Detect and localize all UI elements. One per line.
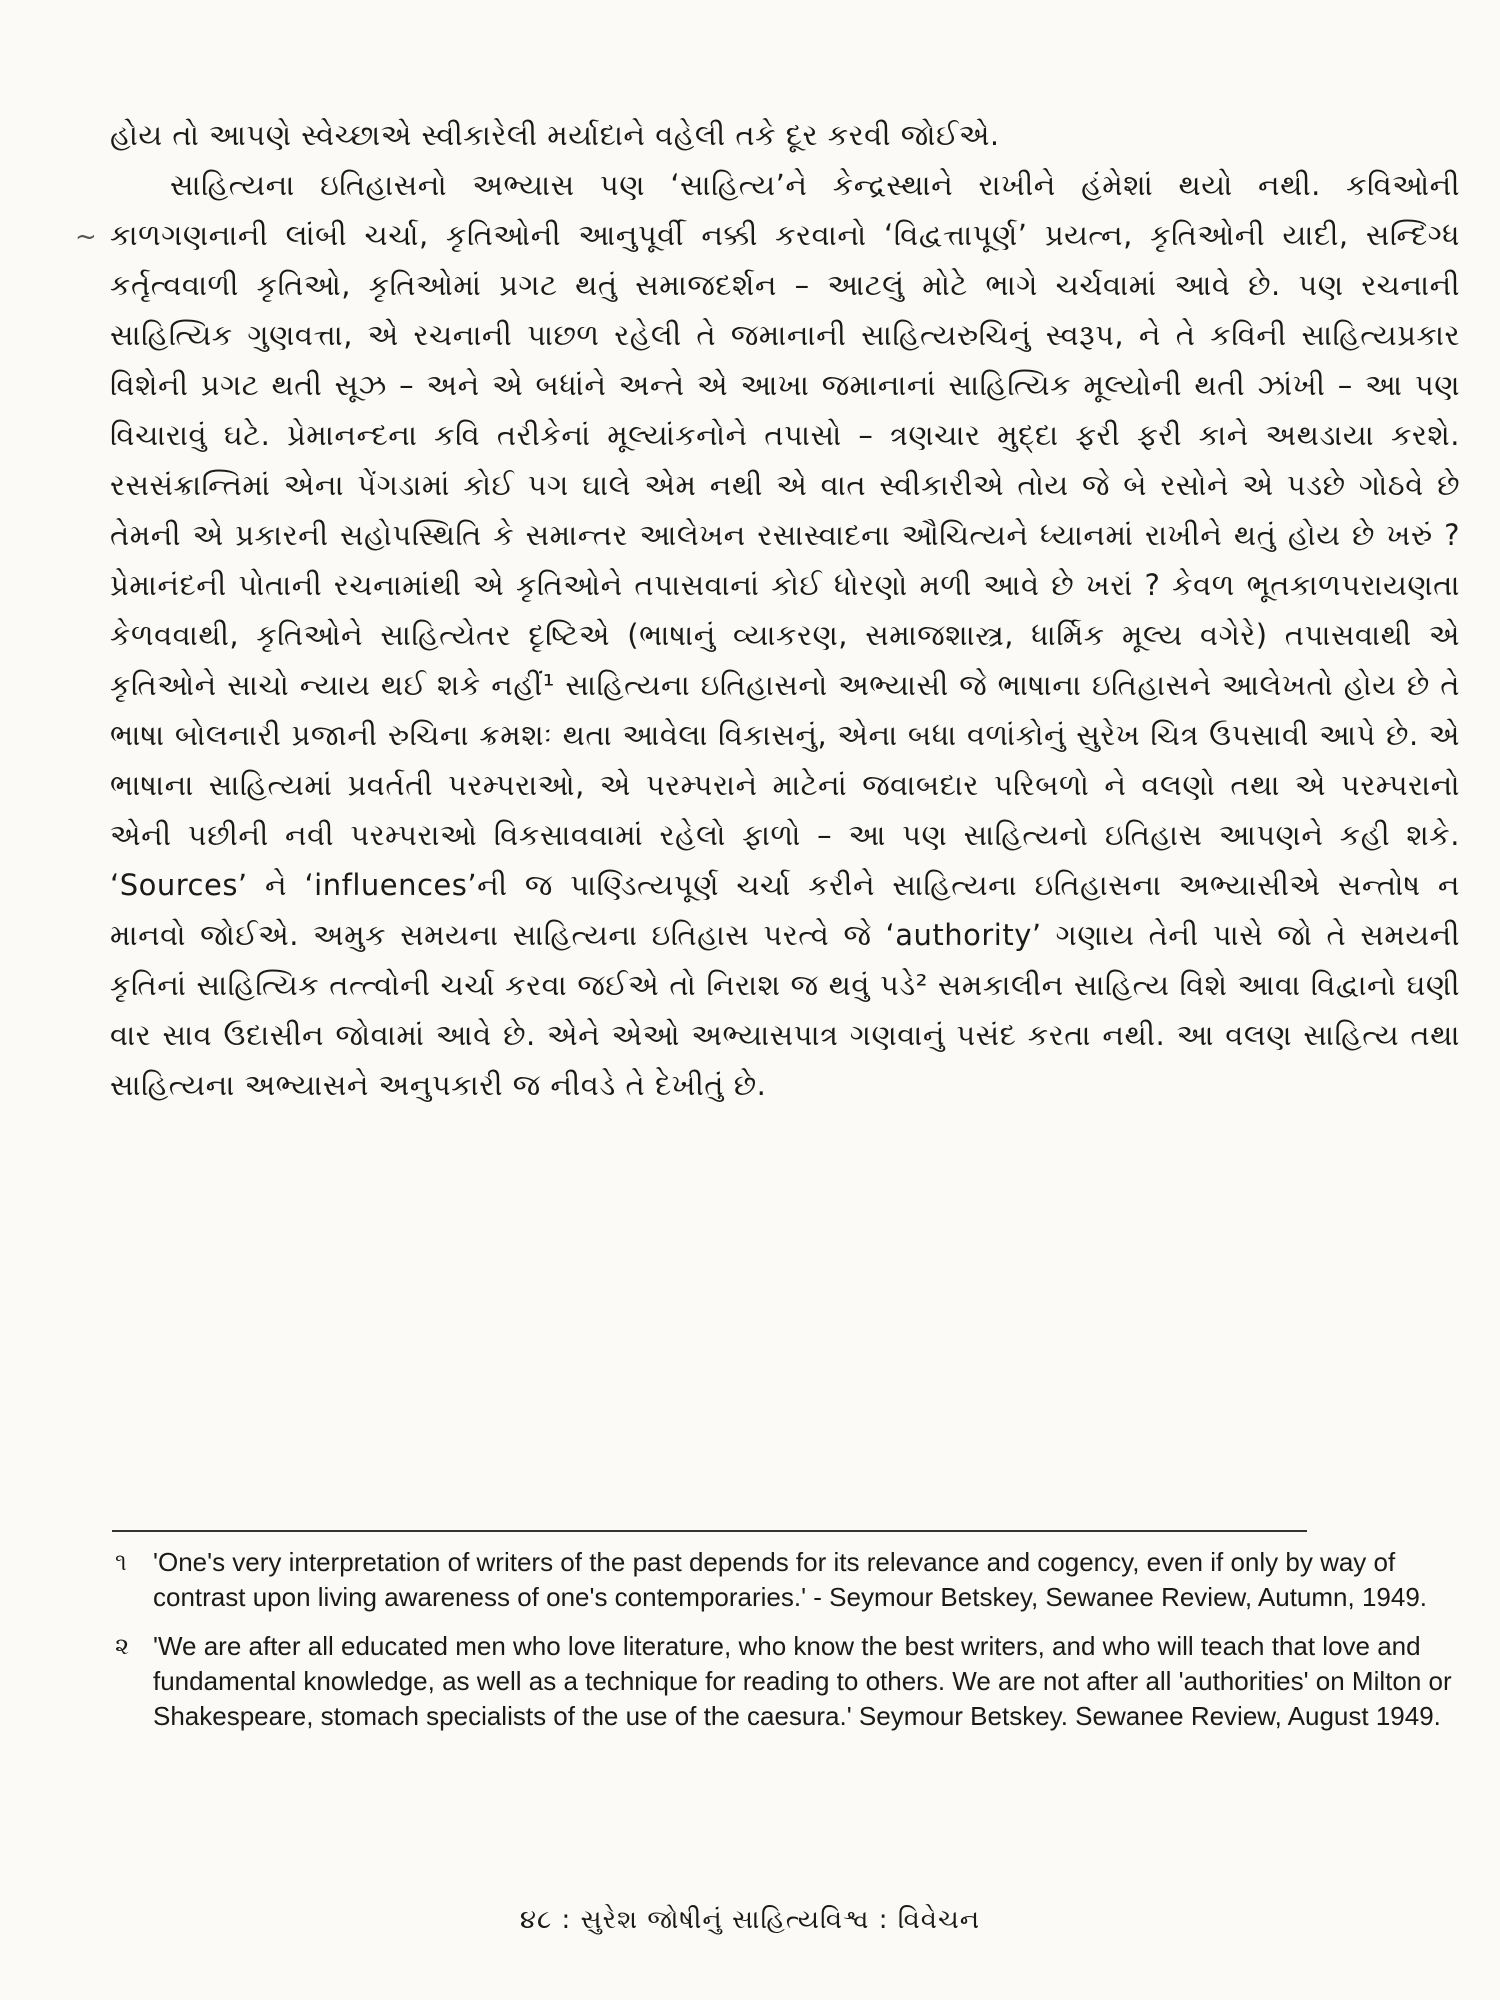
footnote-number: ૨: [115, 1632, 130, 1660]
margin-mark: ~: [75, 222, 97, 252]
footnote-2: [115, 1629, 1460, 1734]
page-footer: ૪૮ : સુરેશ જોષીનું સાહિત્યવિશ્વ : વિવેચન: [519, 1905, 981, 1935]
footnote-text: 'One's very interpretation of writers of the past depends for its relevance and cogency, even if only by way of contrast upon living awareness of one's contemporaries.' - Seymour Betskey, Sewanee Review, Autumn, 1949.: [153, 1547, 1428, 1612]
main-text: [110, 110, 1460, 1110]
footnote-number: ૧: [115, 1548, 127, 1576]
footnote-1: [115, 1545, 1460, 1615]
footnote-text: 'We are after all educated men who love literature, who know the best writers, and who will teach that love and fundamental knowledge, as well as a technique for reading to others. We are not after all 'authorities' on Milton or Shakespeare, stomach specialists of the use of the caesura.' Seymour Betskey. Sewanee Review, August 1949.: [153, 1631, 1452, 1731]
paragraph: સાહિત્યના ઇતિહાસનો અભ્યાસ પણ ‘સાહિત્ય’ને કેન્દ્રસ્થાને રાખીને હંમેશાં થયો નથી. કવિઓની કાળગણનાની લાંબી ચર્ચા, કૃતિઓની આનુપૂર્વી નક્કી કરવાનો ‘વિદ્વત્તાપૂર્ણ’ પ્રયત્ન, કૃતિઓની યાદી, સન્દિગ્ધ કર્તૃત્વવાળી કૃતિઓ, કૃતિઓમાં પ્રગટ થતું સમાજદર્શન – આટલું મોટે ભાગે ચર્ચવામાં આવે છે. પણ રચનાની સાહિત્યિક ગુણવત્તા, એ રચનાની પાછળ રહેલી તે જમાનાની સાહિત્યરુચિનું સ્વરૂપ, ને તે કવિની સાહિત્યપ્રકાર વિશેની પ્રગટ થતી સૂઝ – અને એ બધાંને અન્તે એ આખા જમાનાનાં સાહિત્યિક મૂલ્યોની થતી ઝાંખી – આ પણ વિચારાવું ઘટે. પ્રેમાનન્દના કવિ તરીકેનાં મૂલ્યાંકનોને તપાસો – ત્રણચાર મુદ્દા ફરી ફરી કાને અથડાયા કરશે. રસસંક્રાન્તિમાં એના પેંગડામાં કોઈ પગ ઘાલે એમ નથી એ વાત સ્વીકારીએ તોય જે બે રસોને એ પડછે ગોઠવે છે તેમની એ પ્રકારની સહોપસ્થિતિ કે સમાન્તર આલેખન રસાસ્વાદના ઔચિત્યને ધ્યાનમાં રાખીને થતું હોય છે ખરું ? પ્રેમાનંદની પોતાની રચનામાંથી એ કૃતિઓને તપાસવાનાં કોઈ ધોરણો મળી આવે છે ખરાં ? કેવળ ભૂતકાળપરાયણતા કેળવવાથી, કૃતિઓને સાહિત્યેતર દૃષ્ટિએ (ભાષાનું વ્યાકરણ, સમાજશાસ્ત્ર, ધાર્મિક મૂલ્ય વગેરે) તપાસવાથી એ કૃતિઓને સાચો ન્યાય થઈ શકે નહીં¹ સાહિત્યના ઇતિહાસનો અભ્યાસી જે ભાષાના ઇતિહાસને આલેખતો હોય છે તે ભાષા બોલનારી પ્રજાની રુચિના ક્રમશઃ થતા આવેલા વિકાસનું, એના બધા વળાંકોનું સુરેખ ચિત્ર ઉપસાવી આપે છે. એ ભાષાના સાહિત્યમાં પ્રવર્તતી પરમ્પરાઓ, એ પરમ્પરાને માટેનાં જવાબદાર પરિબળો ને વલણો તથા એ પરમ્પરાનો એની પછીની નવી પરમ્પરાઓ વિકસાવવામાં રહેલો ફાળો – આ પણ સાહિત્યનો ઇતિહાસ આપણને કહી શકે. ‘Sources’ ને ‘influences’ની જ પાણ્ડિત્યપૂર્ણ ચર્ચા કરીને સાહિત્યના ઇતિહાસના અભ્યાસીએ સન્તોષ ન માનવો જોઈએ. અમુક સમયના સાહિત્યના ઇતિહાસ પરત્વે જે ‘authority’ ગણાય તેની પાસે જો તે સમયની કૃતિનાં સાહિત્યિક તત્ત્વોની ચર્ચા કરવા જઈએ તો નિરાશ જ થવું પડે² સમકાલીન સાહિત્ય વિશે આવા વિદ્વાનો ઘણી વાર સાવ ઉદાસીન જોવામાં આવે છે. એને એઓ અભ્યાસપાત્ર ગણવાનું પસંદ કરતા નથી. આ વલણ સાહિત્ય તથા સાહિત્યના અભ્યાસને અનુપકારી જ નીવડે તે દેખીતું છે.: [110, 168, 1460, 1102]
paragraph-continuation: હોય તો આપણે સ્વેચ્છાએ સ્વીકારેલી મર્યાદાને વહેલી તકે દૂર કરવી જોઈએ.: [110, 118, 1000, 152]
footnote-divider: [112, 1530, 1307, 1532]
footnotes: [115, 1545, 1460, 1748]
